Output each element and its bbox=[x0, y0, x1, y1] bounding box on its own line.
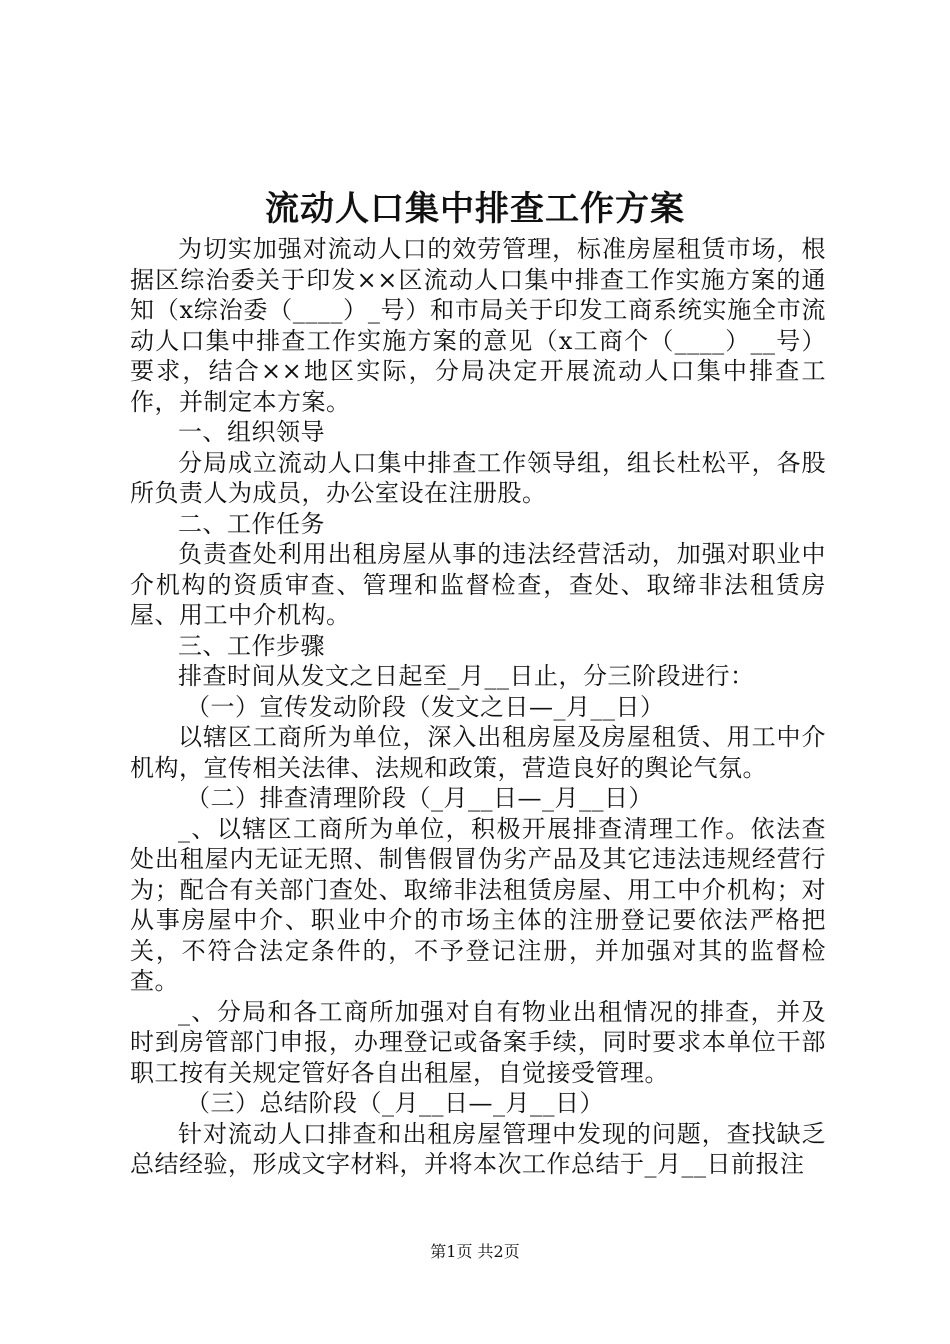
page-number: 第1页 共2页 bbox=[430, 1242, 520, 1261]
stage-heading-summary: （三）总结阶段（_月__日—_月__日） bbox=[186, 1089, 604, 1117]
document-body bbox=[130, 234, 826, 1180]
document-title: 流动人口集中排查工作方案 bbox=[265, 189, 685, 229]
stage-heading-cleanup: （二）排查清理阶段（_月__日—_月__日） bbox=[186, 784, 653, 812]
cleanup-paragraph-2: _、分局和各工商所加强对自有物业出租情况的排查，并及时到房管部门申报，办理登记或备案手续，同时要求本单位干部职工按有关规定管好各自出租屋，自觉接受管理。 bbox=[130, 997, 826, 1087]
intro-paragraph: 为切实加强对流动人口的效劳管理，标准房屋租赁市场，根据区综治委关于印发××区流动人口集中排查工作实施方案的通知（x综治委（____）_号）和市局关于印发工商系统实施全市流动人口集中排查工作实施方案的意见（x工商个（____）__号）要求，结合××地区实际，分局决定开展流动人口集中排查工作，并制定本方案。 bbox=[130, 235, 826, 416]
section-heading-tasks: 二、工作任务 bbox=[178, 509, 325, 538]
section-heading-organization: 一、组织领导 bbox=[178, 418, 325, 446]
steps-intro-paragraph: 排查时间从发文之日起至_月__日止，分三阶段进行： bbox=[178, 662, 755, 690]
organization-paragraph: 分局成立流动人口集中排查工作领导组，组长杜松平，各股所负责人为成员，办公室设在注册股。 bbox=[130, 448, 826, 507]
section-heading-steps: 三、工作步骤 bbox=[178, 631, 325, 660]
cleanup-paragraph-1: _、以辖区工商所为单位，积极开展排查清理工作。依法查处出租屋内无证无照、制售假冒伪劣产品及其它违法违规经营行为；配合有关部门查处、取缔非法租赁房屋、用工中介机构；对从事房屋中介、职业中介的市场主体的注册登记要依法严格把关，不符合法定条件的，不予登记注册，并加强对其的监督检查。 bbox=[130, 814, 826, 995]
summary-paragraph: 针对流动人口排查和出租房屋管理中发现的问题，查找缺乏总结经验，形成文字材料，并将本次工作总结于_月__日前报注 bbox=[130, 1119, 826, 1178]
stage-heading-publicity: （一）宣传发动阶段（发文之日—_月__日） bbox=[186, 692, 665, 721]
publicity-paragraph: 以辖区工商所为单位，深入出租房屋及房屋租赁、用工中介机构，宣传相关法律、法规和政策，营造良好的舆论气氛。 bbox=[130, 723, 826, 782]
tasks-paragraph: 负责查处利用出租房屋从事的违法经营活动，加强对职业中介机构的资质审查、管理和监督检查，查处、取缔非法租赁房屋、用工中介机构。 bbox=[130, 540, 826, 629]
